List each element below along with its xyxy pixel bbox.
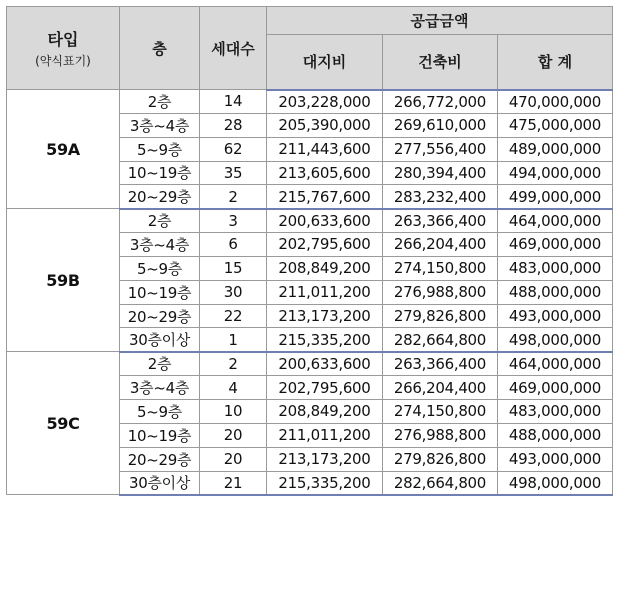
floor-cell: 3층~4층	[120, 233, 200, 257]
type-cell: 59A	[7, 90, 120, 209]
land-cost-cell: 215,767,600	[267, 185, 383, 209]
building-cost-cell: 282,664,800	[383, 328, 498, 352]
floor-cell: 2층	[120, 90, 200, 114]
total-cell: 499,000,000	[498, 185, 613, 209]
total-cell: 464,000,000	[498, 209, 613, 233]
building-cost-cell: 283,232,400	[383, 185, 498, 209]
floor-cell: 30층이상	[120, 328, 200, 352]
land-cost-cell: 202,795,600	[267, 376, 383, 400]
floor-cell: 20~29층	[120, 185, 200, 209]
total-cell: 498,000,000	[498, 328, 613, 352]
units-cell: 6	[200, 233, 267, 257]
floor-cell: 5~9층	[120, 137, 200, 161]
building-cost-cell: 282,664,800	[383, 471, 498, 495]
land-cost-cell: 213,173,200	[267, 447, 383, 471]
land-cost-cell: 213,173,200	[267, 304, 383, 328]
floor-cell: 5~9층	[120, 256, 200, 280]
building-cost-cell: 277,556,400	[383, 137, 498, 161]
land-cost-cell: 208,849,200	[267, 256, 383, 280]
total-cell: 493,000,000	[498, 447, 613, 471]
table-header	[7, 7, 613, 90]
type-header	[7, 7, 120, 90]
units-cell: 2	[200, 185, 267, 209]
units-cell: 22	[200, 304, 267, 328]
building-cost-cell: 276,988,800	[383, 280, 498, 304]
building-cost-cell: 266,204,400	[383, 233, 498, 257]
floor-cell: 20~29층	[120, 447, 200, 471]
building-cost-cell: 266,204,400	[383, 376, 498, 400]
total-cell: 488,000,000	[498, 280, 613, 304]
floor-cell: 30층이상	[120, 471, 200, 495]
total-header: 합 계	[498, 35, 613, 90]
land-cost-cell: 205,390,000	[267, 113, 383, 137]
units-header: 세대수	[200, 7, 267, 90]
floor-cell: 2층	[120, 352, 200, 376]
total-cell: 469,000,000	[498, 376, 613, 400]
total-cell: 493,000,000	[498, 304, 613, 328]
total-cell: 498,000,000	[498, 471, 613, 495]
floor-cell: 3층~4층	[120, 113, 200, 137]
building-cost-header: 건축비	[383, 35, 498, 90]
units-cell: 3	[200, 209, 267, 233]
total-cell: 464,000,000	[498, 352, 613, 376]
type-header-sublabel: (약식표기)	[35, 54, 91, 68]
total-cell: 475,000,000	[498, 113, 613, 137]
total-cell: 483,000,000	[498, 399, 613, 423]
building-cost-cell: 274,150,800	[383, 399, 498, 423]
building-cost-cell: 279,826,800	[383, 447, 498, 471]
units-cell: 14	[200, 90, 267, 114]
table-body	[7, 90, 613, 495]
units-cell: 2	[200, 352, 267, 376]
building-cost-cell: 269,610,000	[383, 113, 498, 137]
table-row	[7, 209, 613, 233]
land-cost-header: 대지비	[267, 35, 383, 90]
floor-cell: 5~9층	[120, 399, 200, 423]
building-cost-cell: 280,394,400	[383, 161, 498, 185]
units-cell: 30	[200, 280, 267, 304]
units-cell: 21	[200, 471, 267, 495]
supply-price-header: 공급금액	[267, 7, 613, 35]
type-cell: 59C	[7, 352, 120, 495]
floor-cell: 2층	[120, 209, 200, 233]
supply-price-table	[6, 6, 613, 496]
total-cell: 494,000,000	[498, 161, 613, 185]
building-cost-cell: 274,150,800	[383, 256, 498, 280]
floor-cell: 10~19층	[120, 423, 200, 447]
building-cost-cell: 266,772,000	[383, 90, 498, 114]
floor-cell: 10~19층	[120, 280, 200, 304]
building-cost-cell: 263,366,400	[383, 209, 498, 233]
units-cell: 4	[200, 376, 267, 400]
units-cell: 15	[200, 256, 267, 280]
floor-cell: 3층~4층	[120, 376, 200, 400]
land-cost-cell: 215,335,200	[267, 471, 383, 495]
total-cell: 469,000,000	[498, 233, 613, 257]
units-cell: 28	[200, 113, 267, 137]
floor-header: 층	[120, 7, 200, 90]
units-cell: 62	[200, 137, 267, 161]
land-cost-cell: 202,795,600	[267, 233, 383, 257]
table-row	[7, 90, 613, 114]
total-cell: 470,000,000	[498, 90, 613, 114]
table-row	[7, 352, 613, 376]
type-cell: 59B	[7, 209, 120, 352]
total-cell: 483,000,000	[498, 256, 613, 280]
building-cost-cell: 263,366,400	[383, 352, 498, 376]
units-cell: 35	[200, 161, 267, 185]
floor-cell: 10~19층	[120, 161, 200, 185]
units-cell: 1	[200, 328, 267, 352]
units-cell: 10	[200, 399, 267, 423]
type-header-label: 타입	[47, 30, 79, 49]
total-cell: 489,000,000	[498, 137, 613, 161]
floor-cell: 20~29층	[120, 304, 200, 328]
building-cost-cell: 279,826,800	[383, 304, 498, 328]
land-cost-cell: 211,011,200	[267, 423, 383, 447]
land-cost-cell: 215,335,200	[267, 328, 383, 352]
land-cost-cell: 211,011,200	[267, 280, 383, 304]
land-cost-cell: 200,633,600	[267, 209, 383, 233]
units-cell: 20	[200, 423, 267, 447]
total-cell: 488,000,000	[498, 423, 613, 447]
building-cost-cell: 276,988,800	[383, 423, 498, 447]
land-cost-cell: 211,443,600	[267, 137, 383, 161]
land-cost-cell: 208,849,200	[267, 399, 383, 423]
units-cell: 20	[200, 447, 267, 471]
land-cost-cell: 213,605,600	[267, 161, 383, 185]
land-cost-cell: 203,228,000	[267, 90, 383, 114]
land-cost-cell: 200,633,600	[267, 352, 383, 376]
